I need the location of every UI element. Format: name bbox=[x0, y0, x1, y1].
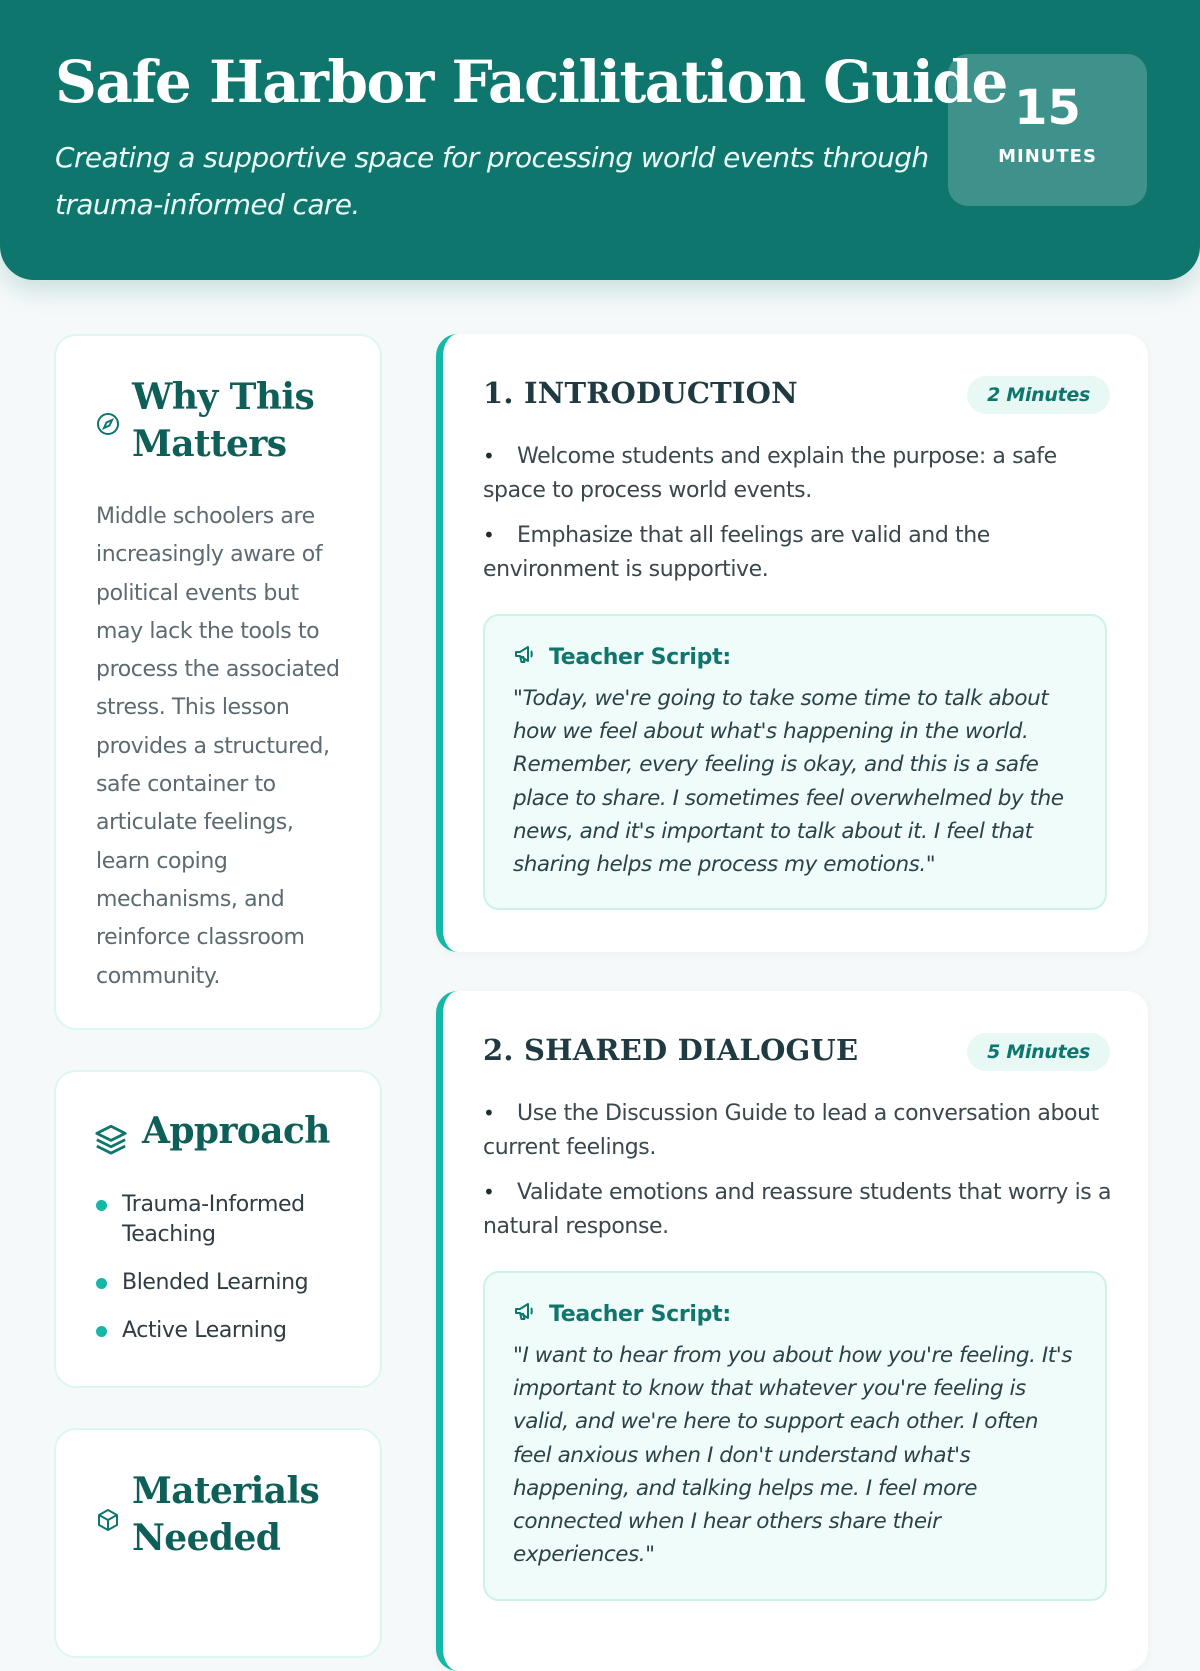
step-title: 2. SHARED DIALOGUE bbox=[483, 1033, 859, 1067]
compass-icon bbox=[96, 412, 120, 440]
script-label: Teacher Script: bbox=[549, 644, 731, 670]
bullet-dot bbox=[96, 1200, 107, 1211]
materials-card bbox=[54, 1428, 382, 1658]
duration-value: 15 bbox=[1014, 80, 1081, 136]
list-item: Blended Learning bbox=[96, 1268, 366, 1298]
list-item: • Validate emotions and reassure students that worry is a natural response. bbox=[483, 1176, 1113, 1243]
list-item: • Use the Discussion Guide to lead a conversation about current feelings. bbox=[483, 1097, 1113, 1164]
bullet-dot bbox=[96, 1326, 107, 1337]
step-duration-badge: 2 Minutes bbox=[967, 376, 1110, 414]
list-item: Trauma-Informed Teaching bbox=[96, 1190, 366, 1250]
approach-title: Approach bbox=[142, 1110, 330, 1152]
duration-badge bbox=[948, 54, 1147, 206]
why-title: Why This Matters bbox=[132, 376, 315, 465]
approach-card bbox=[54, 1070, 382, 1388]
step-bullets bbox=[483, 1097, 1113, 1255]
why-card bbox=[54, 334, 382, 1030]
duration-unit: MINUTES bbox=[998, 146, 1097, 167]
step-bullets bbox=[483, 440, 1113, 598]
page-subtitle: Creating a supportive space for processing world events through trauma-informed care. bbox=[55, 141, 929, 221]
page-header bbox=[0, 0, 1200, 280]
bullet-icon: • bbox=[483, 523, 495, 547]
bullet-dot bbox=[96, 1278, 107, 1289]
list-item: • Welcome students and explain the purpose: a safe space to process world events. bbox=[483, 440, 1113, 507]
materials-title: Materials Needed bbox=[132, 1470, 320, 1559]
script-label: Teacher Script: bbox=[549, 1301, 731, 1327]
step-card bbox=[436, 334, 1148, 952]
teacher-script-box bbox=[483, 1271, 1107, 1601]
list-item: • Emphasize that all feelings are valid and the environment is supportive. bbox=[483, 519, 1113, 586]
step-title: 1. INTRODUCTION bbox=[483, 376, 798, 410]
why-text: Middle schoolers are increasingly aware of political events but may lack the tools to process the associated stress. This lesson provides a structured, safe container to articulate feelings, learn coping mechanisms, and reinforce classroom community. bbox=[96, 504, 340, 989]
bullet-icon: • bbox=[483, 1180, 495, 1204]
step-duration-badge: 5 Minutes bbox=[967, 1033, 1110, 1071]
step-card bbox=[436, 991, 1148, 1671]
script-text: "Today, we're going to take some time to talk about how we feel about what's happening in the world. Remember, every feeling is okay, and this is a safe place to share. I sometimes feel overwhelmed by the news, and it's important to talk about it. I feel that sharing helps me process my emotions." bbox=[513, 686, 1064, 878]
script-text: "I want to hear from you about how you're feeling. It's important to know that whatever you're feeling is valid, and we're here to support each other. I often feel anxious when I don't understand what's happening, and talking helps me. I feel more connected when I hear others share their experiences." bbox=[513, 1343, 1072, 1568]
bullet-icon: • bbox=[483, 444, 495, 468]
list-item: Active Learning bbox=[96, 1316, 366, 1346]
bullet-icon: • bbox=[483, 1101, 495, 1125]
approach-list bbox=[96, 1190, 366, 1364]
box-icon bbox=[96, 1508, 120, 1536]
megaphone-icon bbox=[513, 642, 537, 672]
layers-icon bbox=[94, 1122, 128, 1160]
page-title: Safe Harbor Facilitation Guide bbox=[55, 48, 1007, 116]
teacher-script-box bbox=[483, 614, 1107, 910]
megaphone-icon bbox=[513, 1299, 537, 1329]
